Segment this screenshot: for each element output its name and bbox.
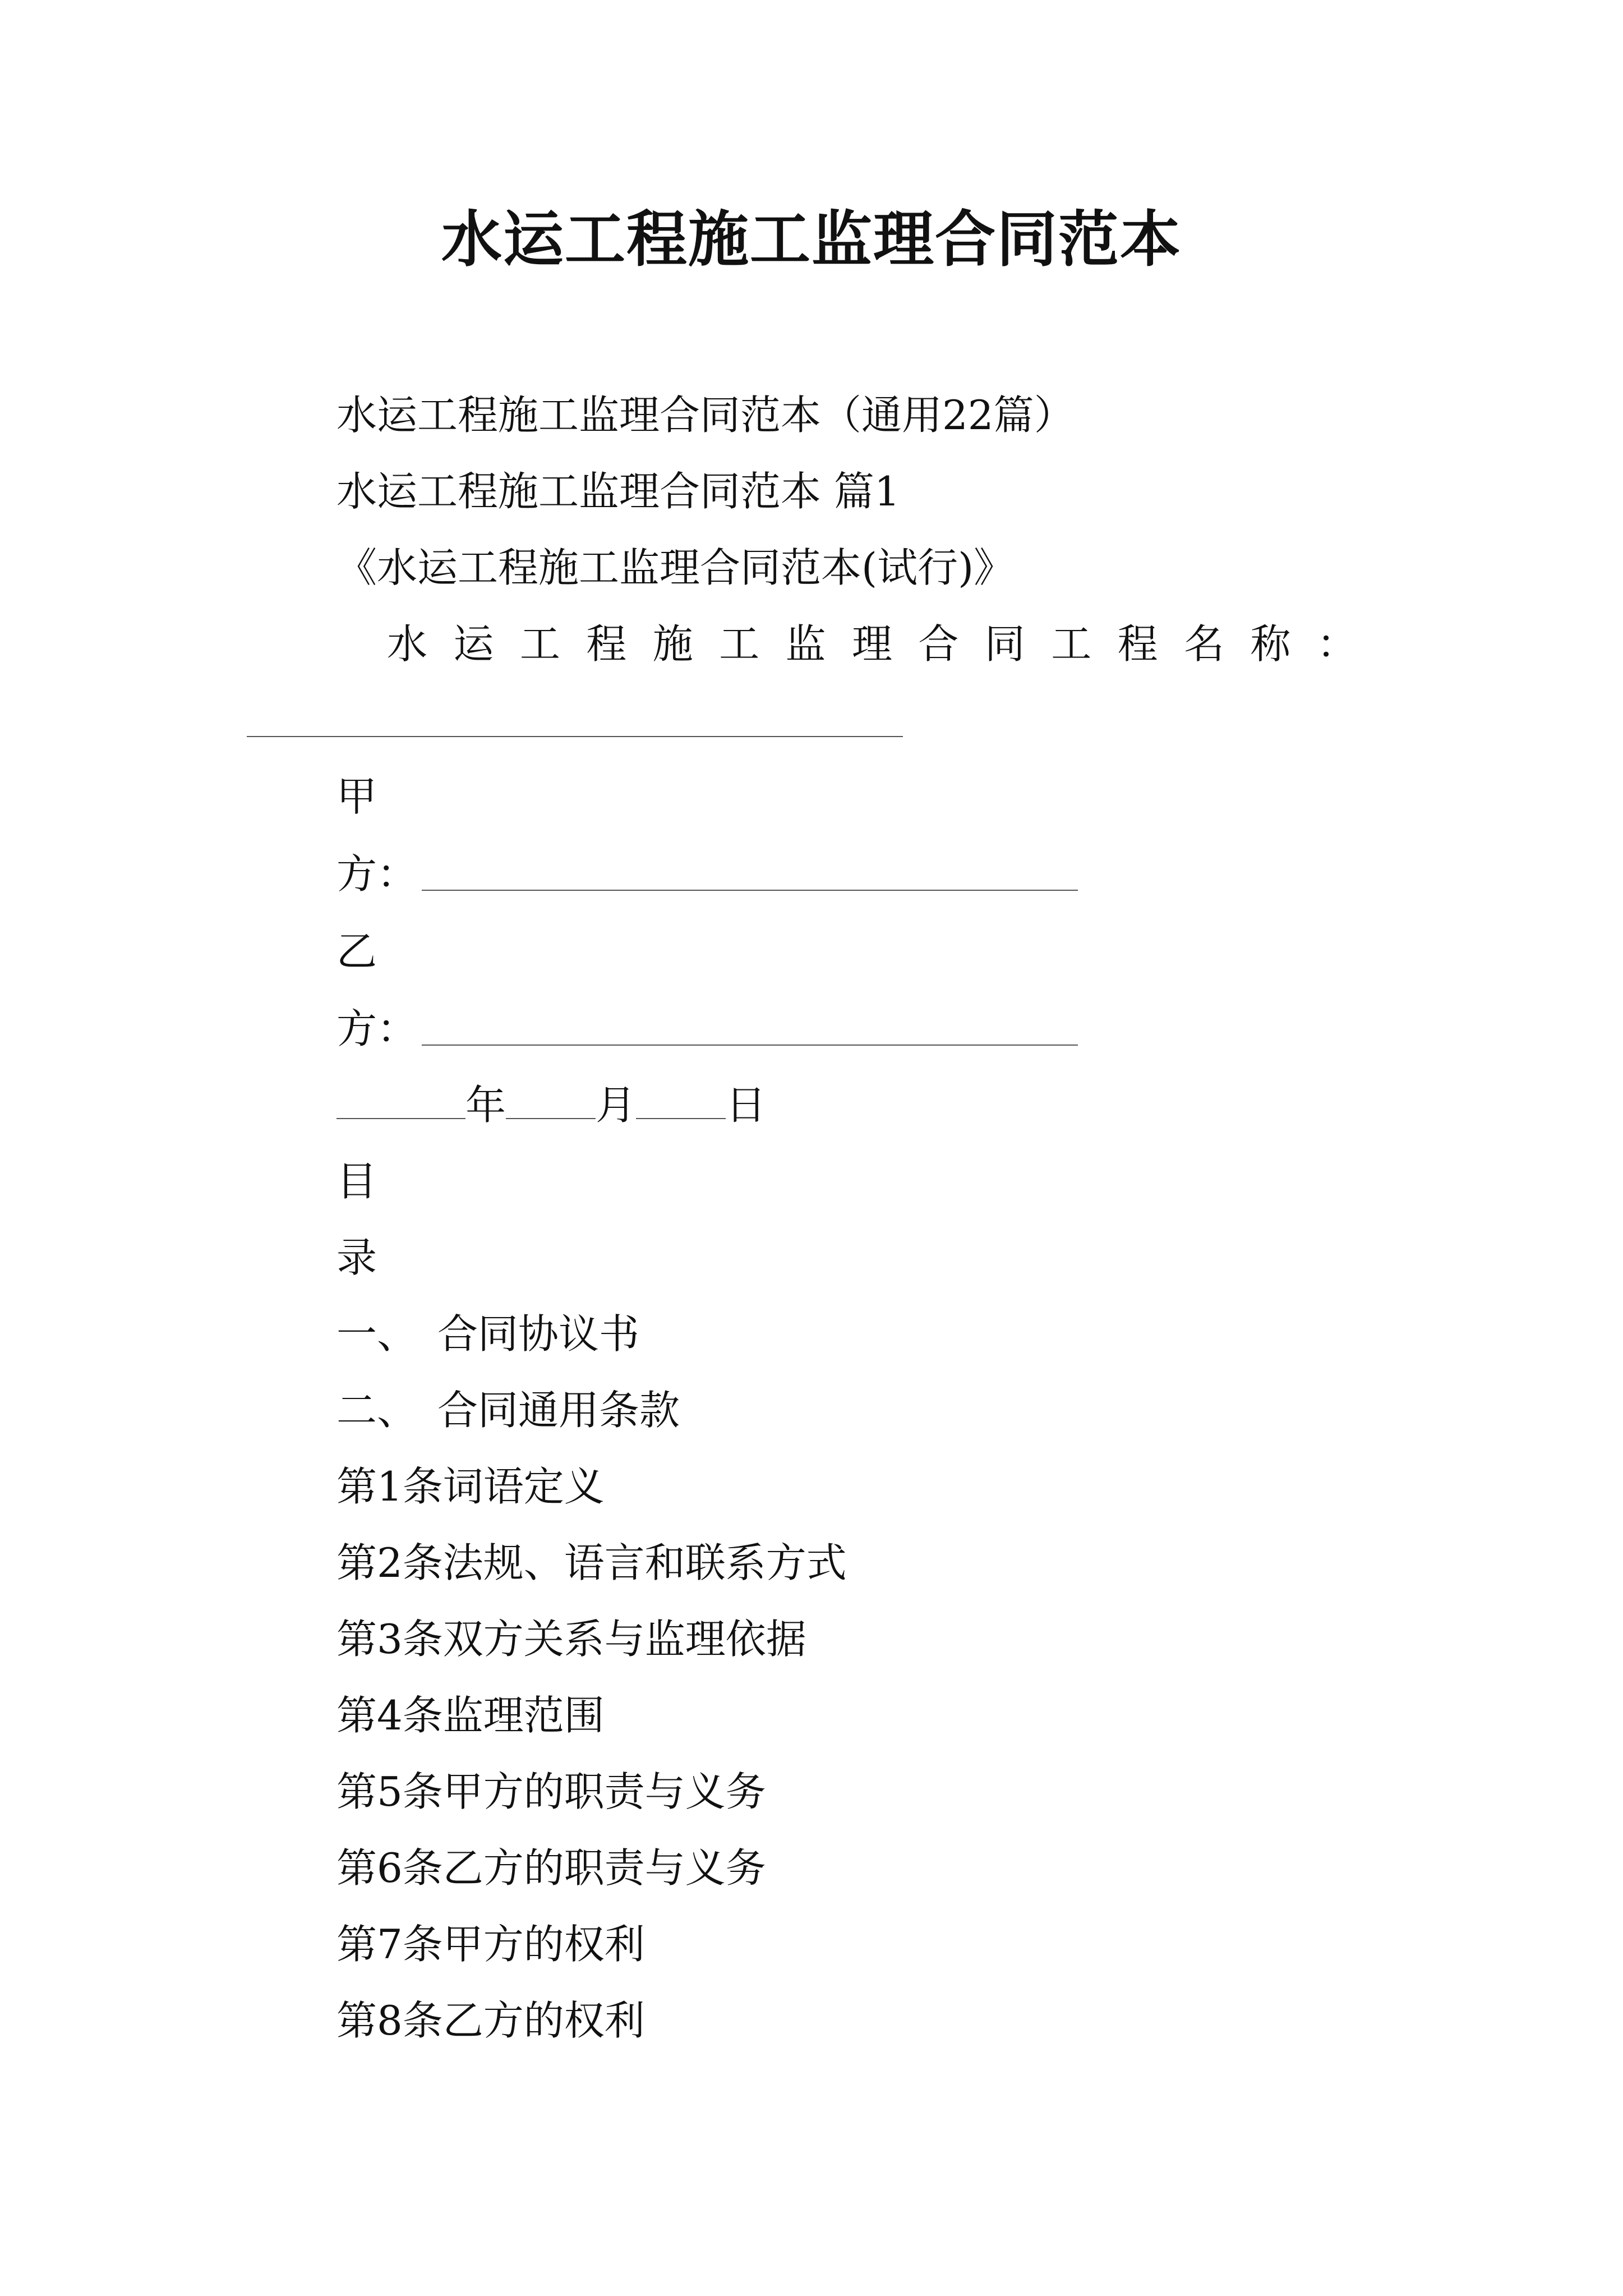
party-a-label-1: 甲 — [336, 773, 377, 820]
toc-article-1: 第1条词语定义 — [336, 1463, 605, 1510]
party-a-label-2: 方： — [336, 850, 418, 898]
page-title: 水运工程施工监理合同范本 — [441, 204, 1182, 275]
toc-article-3: 第3条双方关系与监理依据 — [336, 1616, 806, 1663]
month-label: 月 — [596, 1082, 637, 1129]
day-blank — [636, 1084, 726, 1119]
label-char: 名 — [1184, 620, 1225, 668]
label-char: 称 — [1250, 620, 1291, 668]
label-char: 水 — [387, 620, 428, 668]
party-b-label-2: 方： — [336, 1005, 418, 1052]
label-char: 工 — [1051, 620, 1092, 668]
label-char: 程 — [1117, 620, 1158, 668]
label-char: 理 — [851, 620, 892, 668]
subtitle-line: 水运工程施工监理合同范本（通用22篇） — [336, 392, 1075, 439]
project-name-blank — [247, 736, 903, 737]
month-blank — [506, 1084, 596, 1119]
label-char: 同 — [984, 620, 1025, 668]
toc-article-7: 第7条甲方的权利 — [336, 1921, 645, 1968]
year-blank — [336, 1084, 465, 1119]
label-char: 施 — [652, 620, 693, 668]
party-a-blank — [422, 890, 1078, 891]
toc-article-5: 第5条甲方的职责与义务 — [336, 1768, 766, 1815]
label-char: 工 — [719, 620, 760, 668]
label-char: 合 — [918, 620, 959, 668]
project-name-label — [387, 616, 1357, 672]
toc-item-agreement: 一、 合同协议书 — [336, 1310, 640, 1358]
label-char: 工 — [519, 620, 560, 668]
label-char: 监 — [785, 620, 826, 668]
toc-item-general-terms: 二、 合同通用条款 — [336, 1387, 680, 1434]
year-label: 年 — [465, 1082, 506, 1129]
document-title-line: 《水运工程施工监理合同范本(试行)》 — [336, 544, 1015, 591]
label-char: 程 — [586, 620, 627, 668]
chapter-heading: 水运工程施工监理合同范本 篇1 — [336, 468, 900, 515]
date-line — [336, 1077, 766, 1133]
toc-article-4: 第4条监理范围 — [336, 1692, 605, 1739]
toc-article-8: 第8条乙方的权利 — [336, 1997, 645, 2044]
toc-heading-1: 目 — [336, 1158, 377, 1205]
label-char: 运 — [453, 620, 494, 668]
day-label: 日 — [726, 1082, 767, 1129]
toc-heading-2: 录 — [336, 1234, 377, 1281]
label-char: ： — [1316, 620, 1357, 668]
party-b-blank — [422, 1045, 1078, 1046]
party-b-label-1: 乙 — [336, 928, 377, 975]
toc-article-2: 第2条法规、语言和联系方式 — [336, 1539, 847, 1586]
toc-article-6: 第6条乙方的职责与义务 — [336, 1844, 766, 1892]
